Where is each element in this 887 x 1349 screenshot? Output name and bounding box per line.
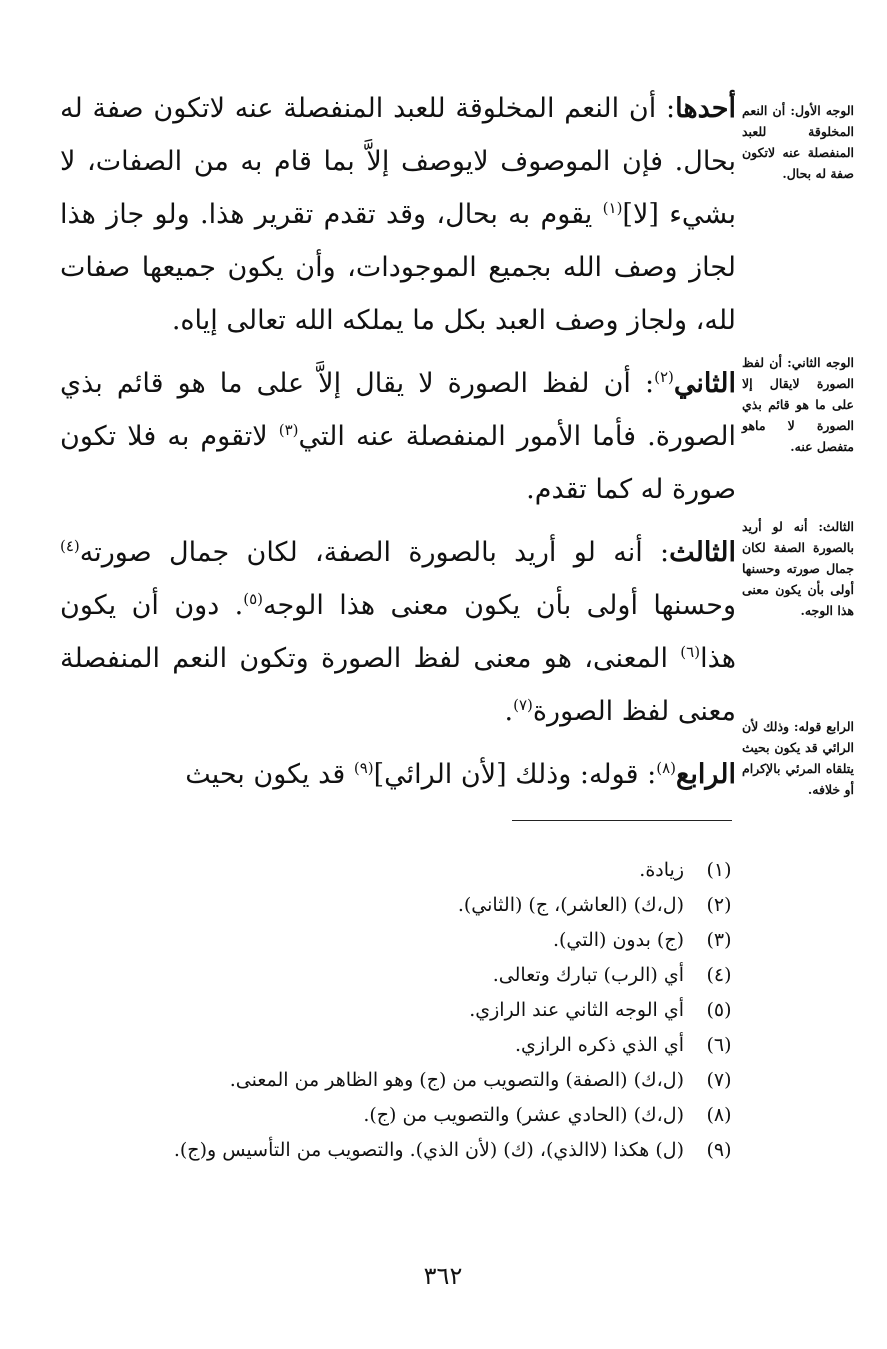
paragraph-text: : أنه لو أريد بالصورة الصفة، لكان جمال صورته bbox=[79, 537, 670, 568]
paragraph-text: : قوله: وذلك [لأن الرائي] bbox=[373, 759, 657, 790]
footnote-ref: (٢) bbox=[654, 368, 674, 386]
footnote-text: (ج) بدون (التي). bbox=[552, 929, 684, 951]
footnote-text: (ل،ك) (العاشر)، ج) (الثاني). bbox=[457, 894, 684, 916]
margin-note: الوجه الثاني: أن لفظ الصورة لايقال إلا على ما هو قائم بذي الصورة لا ماهو متفصل عنه. bbox=[742, 355, 854, 454]
footnote-item bbox=[140, 958, 742, 993]
footnote-ref: (٧) bbox=[513, 696, 533, 714]
footnote-text: أي الذي ذكره الرازي. bbox=[514, 1034, 684, 1056]
footnote-item bbox=[140, 923, 742, 958]
footnote-ref: (١) bbox=[602, 199, 623, 217]
paragraph-fourth-aspect bbox=[60, 748, 736, 801]
footnote-item bbox=[140, 888, 742, 923]
footnote-number: (٤) bbox=[706, 964, 732, 986]
footnote-text: أي الوجه الثاني عند الرازي. bbox=[469, 999, 684, 1021]
paragraph-lead: الثاني bbox=[673, 368, 736, 399]
paragraph-text: وحسنها أولى بأن يكون معنى هذا الوجه bbox=[263, 590, 736, 621]
paragraph-text: : أن النعم المخلوقة للعبد المنفصلة عنه لاتكون صفة له بحال. فإن الموصوف لايوصف إلاَّ بما قام به من الصفات، لا بشيء [لا] bbox=[60, 93, 736, 230]
paragraph-text: يقوم به بحال، وقد تقدم تقرير هذا. ولو جاز هذا لجاز وصف الله بجميع الموجودات، وأن يكون جميعها صفات لله، ولجاز وصف العبد بكل ما يملكه الله تعالى إياه. bbox=[60, 199, 736, 336]
footnote-number: (٧) bbox=[706, 1069, 732, 1091]
footnote-number: (٥) bbox=[706, 999, 732, 1021]
footnote-ref: (٤) bbox=[60, 537, 80, 555]
paragraph-first-aspect bbox=[60, 82, 736, 347]
margin-note: الرابع قوله: وذلك لأن الرائي قد يكون بحيث يتلقاه المرئي بالإكرام أو خلافه. bbox=[742, 719, 854, 797]
paragraph-text: قد يكون بحيث bbox=[185, 759, 346, 790]
paragraph-third-aspect bbox=[60, 526, 736, 738]
paragraph-lead: الثالث bbox=[669, 537, 736, 568]
footnote-item bbox=[140, 853, 742, 888]
footnote-number: (١) bbox=[706, 859, 732, 881]
paragraph-text: . bbox=[504, 696, 514, 727]
footnote-ref: (٣) bbox=[278, 421, 299, 439]
paragraph-lead: الرابع bbox=[675, 759, 736, 790]
footnote-number: (٩) bbox=[706, 1139, 732, 1161]
footnote-number: (٢) bbox=[706, 894, 732, 916]
paragraph-text: . دون أن يكون هذا bbox=[60, 590, 736, 674]
footnote-number: (٦) bbox=[706, 1034, 732, 1056]
footnote-text: (ل،ك) (الحادي عشر) والتصويب من (ج). bbox=[363, 1104, 684, 1126]
footnote-ref: (٩) bbox=[353, 759, 374, 777]
footnote-number: (٨) bbox=[706, 1104, 732, 1126]
page-number: ٣٦٢ bbox=[423, 1262, 463, 1290]
footnote-text: زيادة. bbox=[639, 859, 684, 881]
footnote-item bbox=[140, 1098, 742, 1133]
paragraph-lead: أحدها bbox=[675, 93, 736, 124]
footnote-ref: (٨) bbox=[656, 759, 676, 777]
main-text-column bbox=[60, 82, 736, 811]
footnotes-list bbox=[140, 853, 742, 1168]
paragraph-text: المعنى، هو معنى لفظ الصورة وتكون النعم المنفصلة معنى لفظ الصورة bbox=[60, 643, 736, 727]
margin-note: الوجه الأول: أن النعم المخلوقة للعبد المنفصلة عنه لاتكون صفة له بحال. bbox=[742, 103, 854, 181]
footnote-item bbox=[140, 1133, 742, 1168]
footnote-ref: (٦) bbox=[680, 643, 701, 661]
footnote-item bbox=[140, 1063, 742, 1098]
margin-note: الثالث: أنه لو أريد بالصورة الصفة لكان جمال صورته وحسنها أولى بأن يكون معنى هذا الوجه. bbox=[742, 519, 854, 618]
footnote-number: (٣) bbox=[706, 929, 732, 951]
footnote-text: (ل،ك) (الصفة) والتصويب من (ج) وهو الظاهر من المعنى. bbox=[229, 1069, 684, 1091]
footnote-item bbox=[140, 1028, 742, 1063]
paragraph-text: لاتقوم به فلا تكون صورة له كما تقدم. bbox=[60, 421, 736, 505]
footnote-divider bbox=[512, 820, 732, 821]
footnote-item bbox=[140, 993, 742, 1028]
paragraph-text: : أن لفظ الصورة لا يقال إلاَّ على ما هو قائم بذي الصورة. فأما الأمور المنفصلة عنه التي bbox=[60, 368, 736, 452]
footnote-ref: (٥) bbox=[243, 590, 263, 608]
footnote-text: (ل) هكذا (لاالذي)، (ك) (لأن الذي). والتصويب من التأسيس و(ج). bbox=[173, 1139, 684, 1161]
footnote-text: أي (الرب) تبارك وتعالى. bbox=[492, 964, 684, 986]
paragraph-second-aspect bbox=[60, 357, 736, 516]
